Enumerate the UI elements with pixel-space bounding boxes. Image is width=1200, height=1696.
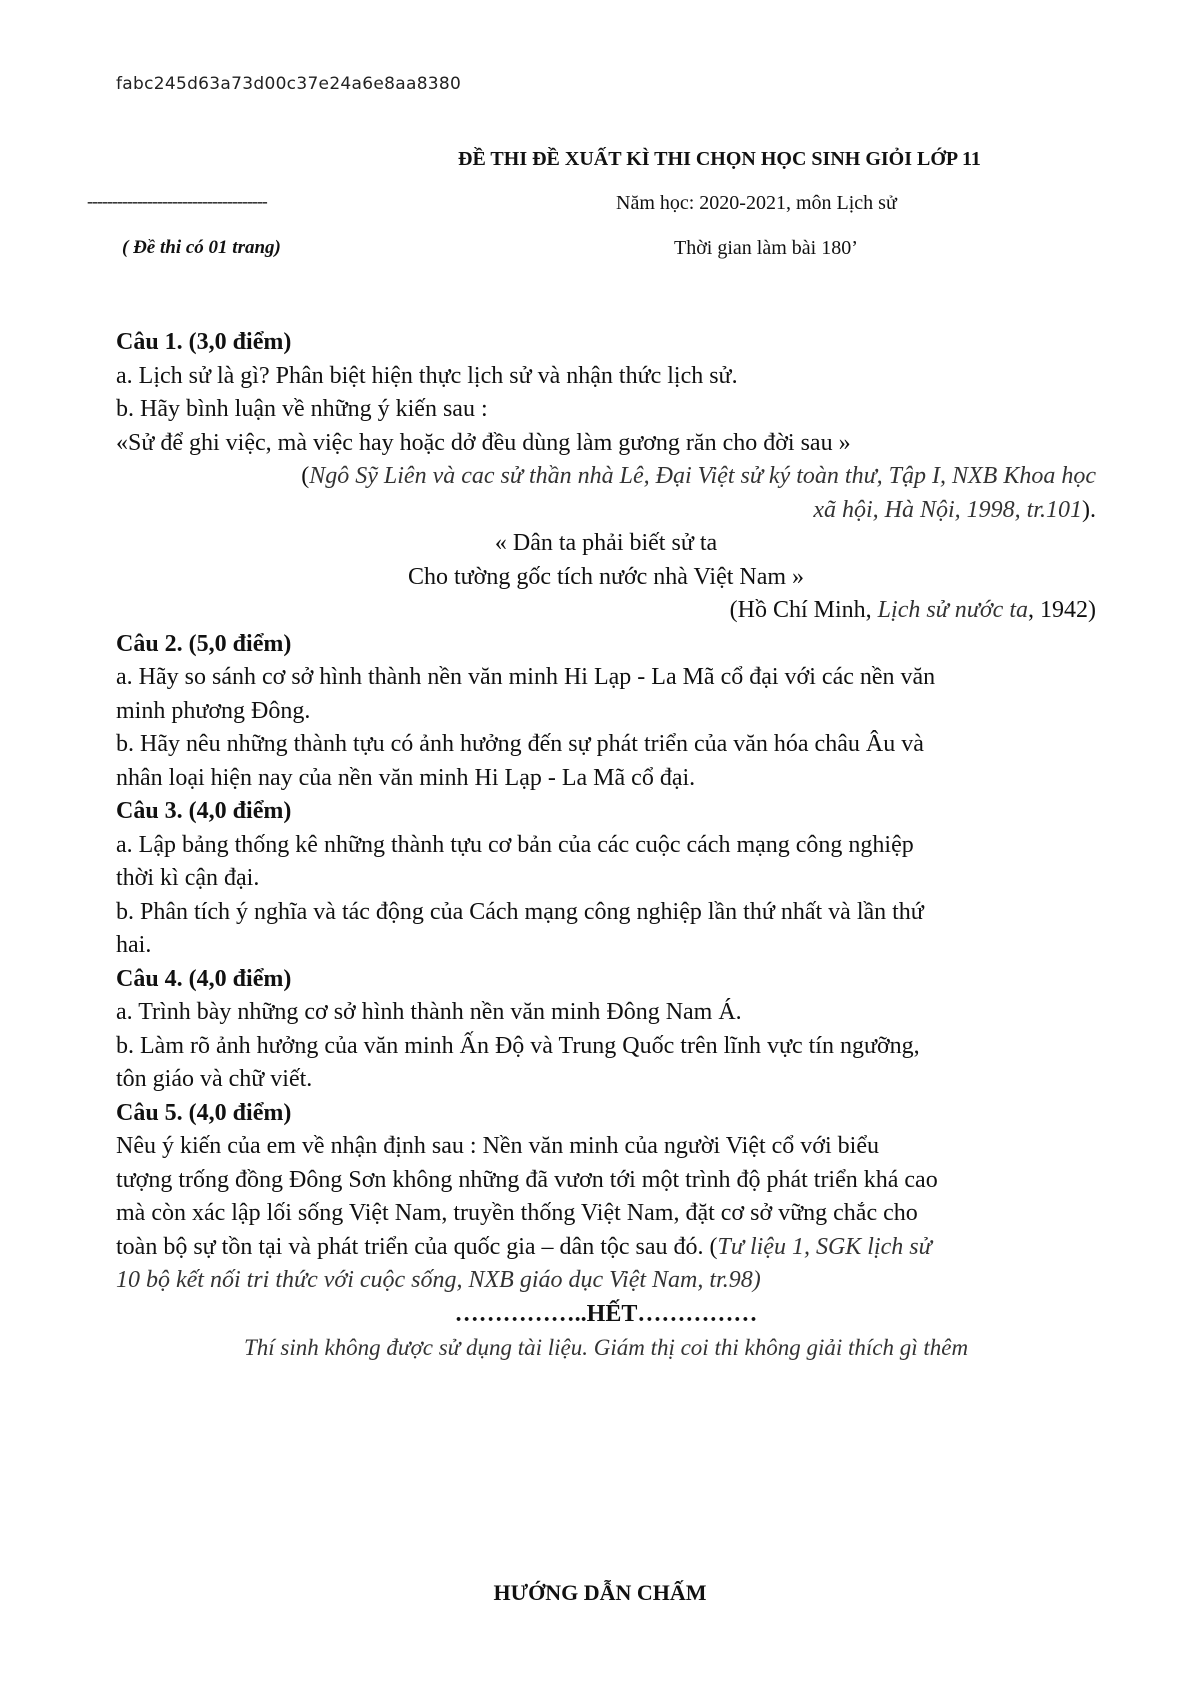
q3-part-a: a. Lập bảng thống kê những thành tựu cơ bản của các cuộc cách mạng công nghiệp: [116, 831, 914, 858]
end-dots: ……………: [637, 1300, 758, 1327]
year-subject: Năm học: 2020-2021, môn Lịch sử: [616, 192, 897, 214]
q2-part-a-cont: minh phương Đông.: [116, 697, 311, 724]
q1-heading: Câu 1. (3,0 điểm): [116, 329, 292, 355]
end-marker: [116, 1298, 1096, 1332]
citation-paren: ).: [1082, 496, 1096, 523]
q5-citation: Tư liệu 1, SGK lịch sử: [717, 1233, 932, 1260]
time-limit: Thời gian làm bài 180’: [674, 237, 858, 259]
citation-year: , 1942): [1028, 597, 1096, 623]
divider-dashes: ------------------------------------: [87, 191, 267, 211]
citation-author: (Hồ Chí Minh,: [729, 597, 878, 623]
q3-part-a-cont: thời kì cận đại.: [116, 865, 260, 891]
q1-quote-1: «Sử để ghi việc, mà việc hay hoặc dở đều dùng làm gương răn cho đời sau »: [116, 429, 851, 456]
citation-work: Lịch sử nước ta: [877, 597, 1028, 623]
q5-text: toàn bộ sự tồn tại và phát triển của quốc gia – dân tộc sau đó. (: [116, 1233, 718, 1260]
q5-line-3: mà còn xác lập lối sống Việt Nam, truyền thống Việt Nam, đặt cơ sở vững chắc cho: [116, 1200, 918, 1226]
q2-part-b: b. Hãy nêu những thành tựu có ảnh hưởng đến sự phát triển của văn hóa châu Âu và: [116, 731, 924, 757]
q5-line-2: tượng trống đồng Đông Sơn không những đã vươn tới một trình độ phát triển khá cao: [116, 1166, 938, 1193]
citation-text: xã hội, Hà Nội, 1998, tr.101: [813, 496, 1082, 523]
end-dots: ……………..: [454, 1300, 587, 1327]
exam-note: Thí sinh không được sử dụng tài liệu. Giám thị coi thi không giải thích gì thêm: [243, 1335, 969, 1360]
page-count-note: ( Đề thi có 01 trang): [122, 237, 281, 258]
citation-paren: (: [301, 463, 310, 489]
q2-part-a: a. Hãy so sánh cơ sở hình thành nền văn minh Hi Lạp - La Mã cổ đại với các nền văn: [116, 664, 936, 690]
q4-part-b-cont: tôn giáo và chữ viết.: [116, 1066, 313, 1092]
q5-line-1: Nêu ý kiến của em về nhận định sau : Nền văn minh của người Việt cổ với biểu: [116, 1133, 879, 1159]
q1-quote-2-line-1: « Dân ta phải biết sử ta: [494, 530, 718, 556]
exam-title: ĐỀ THI ĐỀ XUẤT KÌ THI CHỌN HỌC SINH GIỎI LỚP 11: [458, 148, 981, 170]
q1-citation-1: [116, 460, 1096, 494]
q2-heading: Câu 2. (5,0 điểm): [116, 630, 292, 657]
citation-text: Ngô Sỹ Liên và cac sử thần nhà Lê, Đại Việt sử ký toàn thư, Tập I, NXB Khoa học: [309, 463, 1096, 489]
grading-guide-title: HƯỚNG DẪN CHẤM: [493, 1580, 707, 1605]
q1-citation-1-cont: [116, 494, 1096, 528]
q3-part-b-cont: hai.: [116, 932, 152, 958]
q1-part-a: a. Lịch sử là gì? Phân biệt hiện thực lịch sử và nhận thức lịch sử.: [116, 362, 738, 389]
q1-part-b: b. Hãy bình luận về những ý kiến sau :: [116, 396, 488, 422]
end-word: HẾT: [586, 1300, 638, 1327]
q3-part-b: b. Phân tích ý nghĩa và tác động của Cách mạng công nghiệp lần thứ nhất và lần thứ: [116, 898, 924, 925]
q2-part-b-cont: nhân loại hiện nay của nền văn minh Hi Lạp - La Mã cổ đại.: [116, 764, 696, 791]
q1-citation-2: [116, 594, 1096, 628]
q3-heading: Câu 3. (4,0 điểm): [116, 798, 292, 824]
q4-part-a: a. Trình bày những cơ sở hình thành nền văn minh Đông Nam Á.: [116, 999, 742, 1025]
q5-line-4: [116, 1231, 1096, 1265]
q4-part-b: b. Làm rõ ảnh hưởng của văn minh Ấn Độ và Trung Quốc trên lĩnh vực tín ngưỡng,: [116, 1032, 920, 1059]
document-hash: fabc245d63a73d00c37e24a6e8aa8380: [116, 74, 462, 94]
q5-heading: Câu 5. (4,0 điểm): [116, 1099, 292, 1126]
q4-heading: Câu 4. (4,0 điểm): [116, 965, 292, 992]
q5-line-5: 10 bộ kết nối tri thức với cuộc sống, NXB giáo dục Việt Nam, tr.98): [116, 1267, 761, 1293]
q1-quote-2-line-2: Cho tường gốc tích nước nhà Việt Nam »: [407, 563, 805, 590]
exam-body: [116, 326, 1096, 1365]
